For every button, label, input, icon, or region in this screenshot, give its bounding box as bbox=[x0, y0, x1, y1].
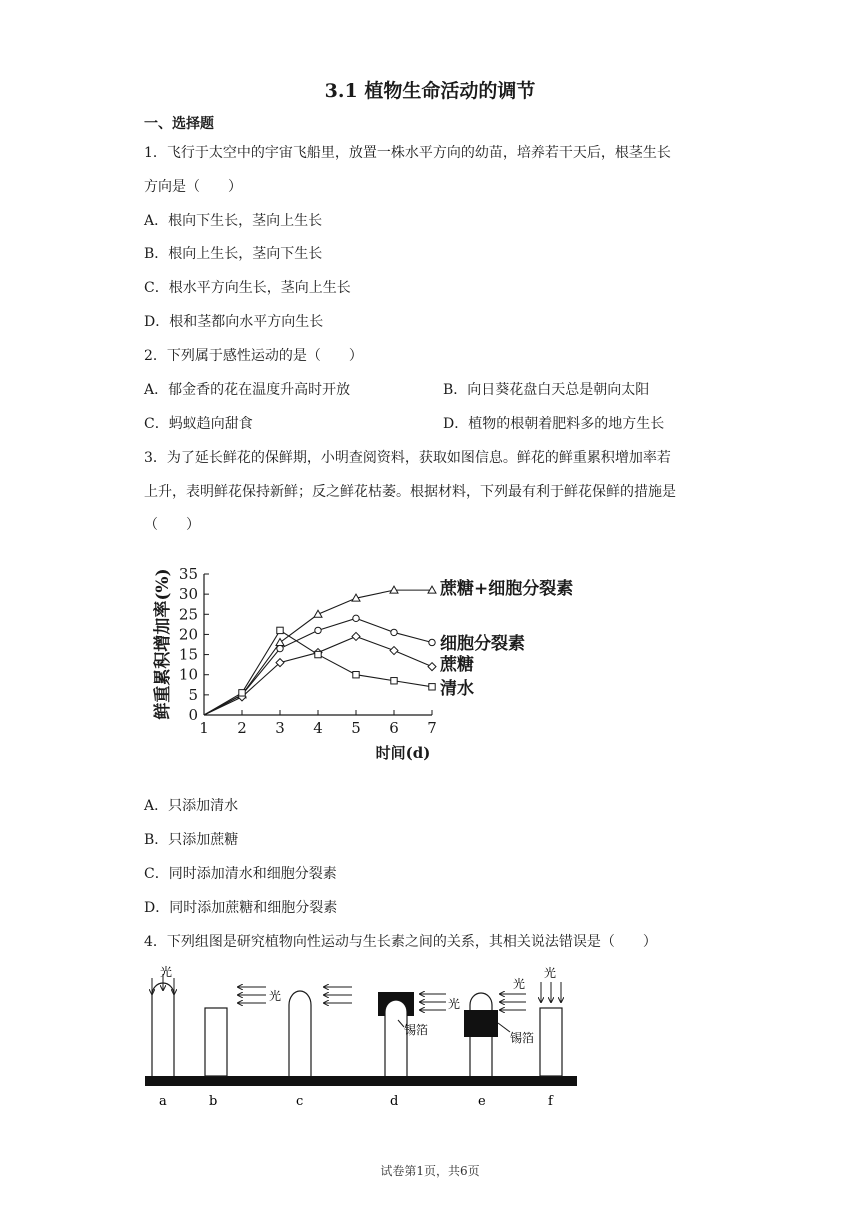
y-tick-label: 5 bbox=[188, 685, 198, 704]
label-f: f bbox=[548, 1094, 553, 1109]
point-square bbox=[391, 678, 397, 684]
light-arrows-b bbox=[238, 987, 281, 1003]
point-circle bbox=[391, 629, 397, 635]
label-a: a bbox=[159, 1094, 167, 1109]
foil-label-d: 锡箔 bbox=[404, 1023, 429, 1037]
seedling-a bbox=[152, 964, 174, 1076]
point-square bbox=[315, 651, 321, 657]
label-b: b bbox=[209, 1094, 218, 1109]
seedling-e bbox=[464, 993, 534, 1076]
point-diamond bbox=[428, 663, 436, 671]
x-tick-label: 3 bbox=[275, 719, 285, 737]
light-label-b: 光 bbox=[269, 989, 282, 1003]
foil-label-e: 锡箔 bbox=[510, 1031, 535, 1045]
label-c: c bbox=[296, 1094, 304, 1109]
x-tick-label: 2 bbox=[237, 719, 247, 737]
series-line-3 bbox=[204, 630, 432, 715]
chart-series bbox=[204, 586, 436, 715]
point-square bbox=[277, 627, 283, 633]
x-tick-label: 1 bbox=[199, 719, 209, 737]
point-diamond bbox=[352, 632, 360, 640]
q1-option-a: A．根向下生长，茎向上生长 bbox=[144, 213, 323, 229]
series-label-sucrose-cytokinin: 蔗糖+细胞分裂素 bbox=[440, 579, 574, 599]
q4-stem: 4．下列组图是研究植物向性运动与生长素之间的关系，其相关说法错误是（ ） bbox=[144, 934, 657, 950]
point-square bbox=[429, 684, 435, 690]
section-heading: 一、选择题 bbox=[144, 116, 214, 132]
y-tick-label: 0 bbox=[188, 706, 198, 724]
label-e: e bbox=[478, 1094, 486, 1109]
q1-option-b: B．根向上生长，茎向下生长 bbox=[144, 246, 323, 262]
q1-option-c: C．根水平方向生长，茎向上生长 bbox=[144, 280, 351, 296]
q3-option-a: A．只添加清水 bbox=[144, 798, 239, 814]
y-tick-label: 30 bbox=[178, 585, 198, 604]
y-tick-label: 25 bbox=[178, 605, 198, 624]
chart-axes bbox=[204, 574, 432, 715]
q2-stem: 2．下列属于感性运动的是（ ） bbox=[144, 348, 363, 364]
x-tick-label: 6 bbox=[389, 719, 399, 737]
foil-wrap-e bbox=[464, 1010, 498, 1037]
chart-xlabel: 时间(d) bbox=[375, 744, 431, 762]
page-title: 3.1 植物生命活动的调节 bbox=[324, 80, 536, 102]
q3-stem-line1: 3．为了延长鲜花的保鲜期，小明查阅资料，获取如图信息。鲜花的鲜重累积增加率若 bbox=[144, 450, 671, 466]
q2-option-b: B．向日葵花盘白天总是朝向太阳 bbox=[443, 382, 650, 398]
point-circle bbox=[429, 639, 435, 645]
y-tick-label: 15 bbox=[178, 645, 198, 664]
q1-stem-line1: 1．飞行于太空中的宇宙飞船里，放置一株水平方向的幼苗，培养若干天后，根茎生长 bbox=[144, 145, 671, 161]
foil-cap-d bbox=[378, 992, 414, 1016]
y-tick-label: 20 bbox=[178, 625, 198, 644]
q2-option-d: D．植物的根朝着肥料多的地方生长 bbox=[443, 416, 665, 432]
label-d: d bbox=[390, 1094, 399, 1109]
x-tick-label: 4 bbox=[313, 719, 323, 737]
point-triangle bbox=[276, 638, 284, 645]
seedling-c bbox=[289, 991, 311, 1076]
series-label-water: 清水 bbox=[440, 679, 474, 699]
point-square bbox=[239, 690, 245, 696]
q3-stem-line3: （ ） bbox=[144, 517, 200, 533]
series-label-cytokinin: 细胞分裂素 bbox=[440, 634, 525, 654]
q1-option-d: D．根和茎都向水平方向生长 bbox=[144, 314, 324, 330]
point-circle bbox=[277, 645, 283, 651]
q3-stem-line2: 上升，表明鲜花保持新鲜；反之鲜花枯萎。根据材料，下列最有利于鲜花保鲜的措施是 bbox=[144, 484, 676, 500]
point-circle bbox=[315, 627, 321, 633]
light-arrows-d bbox=[420, 994, 460, 1011]
chart-ylabel: 鲜重累积增加率(%) bbox=[153, 568, 173, 720]
light-label-d: 光 bbox=[448, 997, 461, 1011]
q3-option-c: C．同时添加清水和细胞分裂素 bbox=[144, 866, 337, 882]
q3-option-b: B．只添加蔗糖 bbox=[144, 832, 239, 848]
light-label-f: 光 bbox=[544, 966, 557, 980]
q2-option-c: C．蚂蚁趋向甜食 bbox=[144, 416, 253, 432]
light-arrows-c bbox=[324, 987, 352, 1003]
phototropism-diagram bbox=[140, 960, 585, 1110]
seedling-d bbox=[378, 992, 428, 1076]
light-arrows-e bbox=[500, 976, 526, 1010]
x-tick-label: 7 bbox=[427, 719, 437, 737]
point-square bbox=[353, 672, 359, 678]
point-triangle bbox=[314, 610, 322, 617]
fresh-weight-chart bbox=[150, 552, 574, 770]
q3-option-d: D．同时添加蔗糖和细胞分裂素 bbox=[144, 900, 338, 916]
q2-option-a: A．郁金香的花在温度升高时开放 bbox=[144, 382, 351, 398]
point-circle bbox=[353, 615, 359, 621]
light-label-a: 光 bbox=[160, 965, 173, 979]
light-label-e: 光 bbox=[513, 977, 526, 991]
y-tick-label: 10 bbox=[178, 665, 198, 684]
series-label-sucrose: 蔗糖 bbox=[440, 655, 474, 675]
q1-stem-line2: 方向是（ ） bbox=[144, 179, 242, 195]
point-diamond bbox=[390, 647, 398, 655]
seedling-f bbox=[540, 965, 562, 1076]
y-tick-label: 35 bbox=[178, 565, 198, 583]
base-bar bbox=[145, 1076, 577, 1086]
page-footer: 试卷第1页，共6页 bbox=[380, 1164, 480, 1178]
x-tick-label: 5 bbox=[351, 719, 361, 737]
seedling-b bbox=[205, 1008, 227, 1076]
